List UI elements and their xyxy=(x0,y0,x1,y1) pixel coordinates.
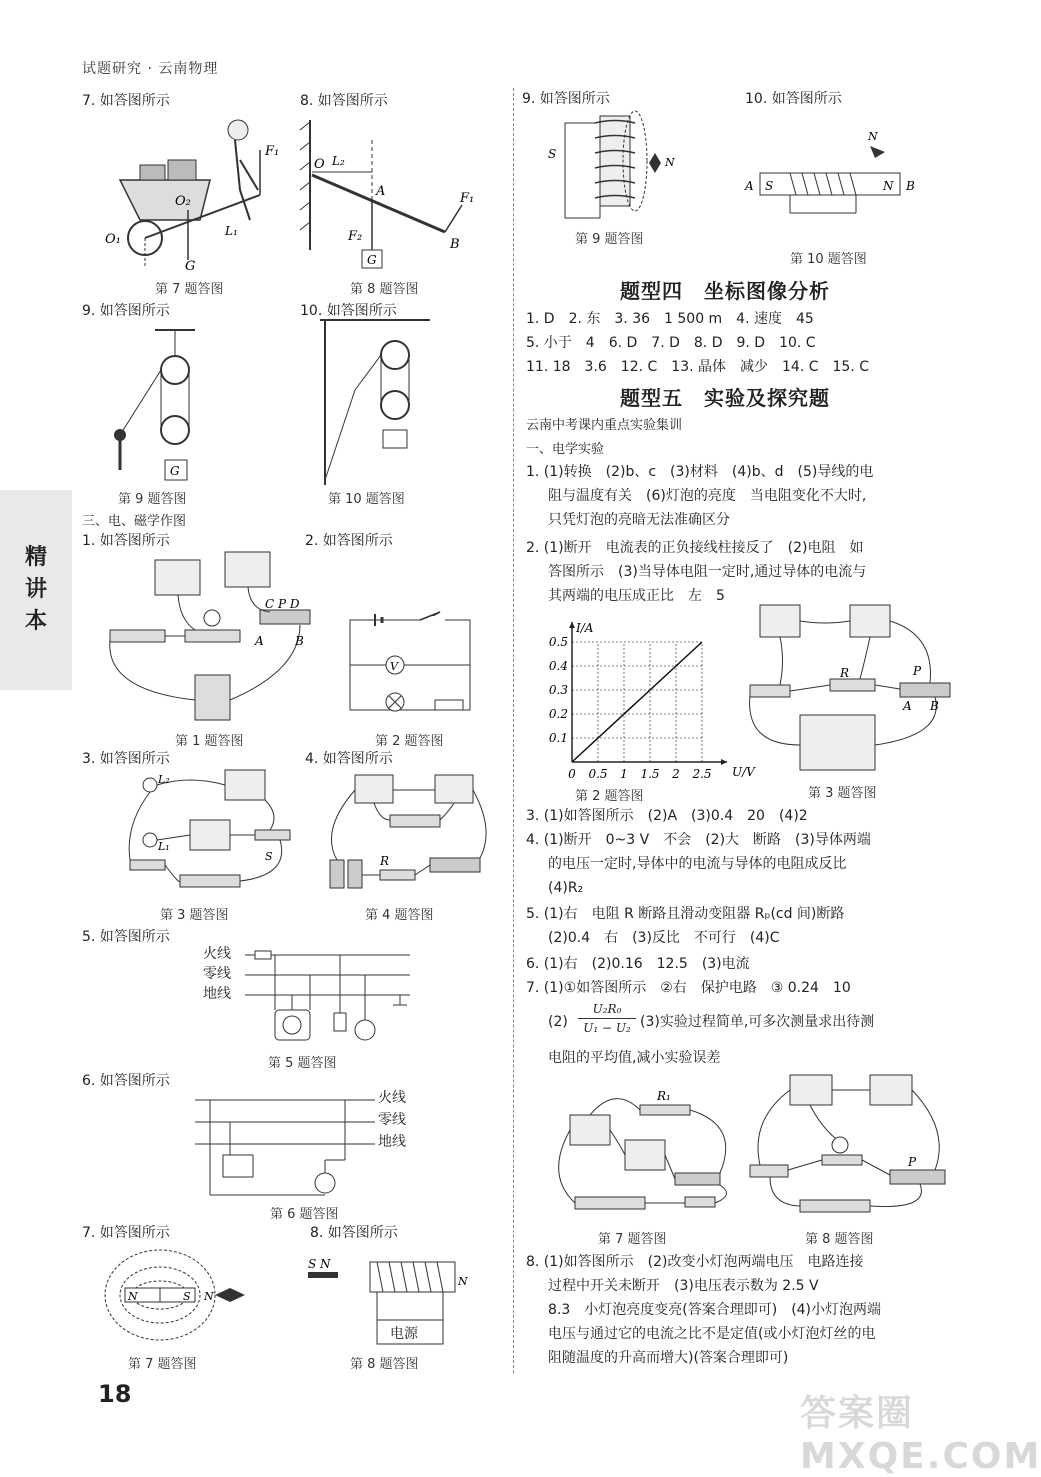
x-tick-label: 0.5 xyxy=(588,767,608,781)
answer-q8-line2: 过程中开关未断开 (3)电压表示数为 2.5 V xyxy=(548,1278,819,1294)
svg-text:A: A xyxy=(745,179,754,193)
svg-text:N: N xyxy=(204,1290,214,1303)
item-label: 5. 如答图所示 xyxy=(82,929,170,945)
figure-caption: 第 7 题答图 xyxy=(598,1232,667,1247)
svg-text:N: N xyxy=(458,1275,468,1288)
power-source-label: 电源 xyxy=(390,1326,418,1342)
wheelbarrow-figure xyxy=(100,110,290,274)
item-label: 2. 如答图所示 xyxy=(305,533,393,549)
section-title-type4: 题型四 坐标图像分析 xyxy=(620,279,830,303)
svg-text:A: A xyxy=(903,699,912,713)
x-tick-label: 1.5 xyxy=(640,767,660,781)
answer-q4-line3: (4)R₂ xyxy=(548,880,584,896)
svg-text:R: R xyxy=(380,854,390,868)
svg-text:C P D: C P D xyxy=(265,597,300,611)
x-tick-label: 2.5 xyxy=(692,767,712,781)
circuit-figure-2 xyxy=(340,610,480,720)
answer-q8-line4: 电压与通过它的电流之比不是定值(或小灯泡灯丝的电 xyxy=(548,1326,876,1342)
figure-caption: 第 10 题答图 xyxy=(790,252,867,267)
svg-text:L₂: L₂ xyxy=(158,773,170,786)
answer-q1-line2: 阻与温度有关 (6)灯泡的亮度 当电阻变化不大时, xyxy=(548,488,867,504)
item-label: 9. 如答图所示 xyxy=(82,303,170,319)
answer-q7-formula-prefix: (2) xyxy=(548,1014,568,1030)
figure-caption: 第 2 题答图 xyxy=(375,734,444,749)
svg-text:G: G xyxy=(170,464,180,478)
wire-label-live: 火线 xyxy=(378,1090,406,1106)
figure-caption: 第 8 题答图 xyxy=(350,282,419,297)
svg-text:O₁: O₁ xyxy=(105,232,121,247)
y-tick-label: 0.1 xyxy=(548,731,568,745)
figure-caption: 第 3 题答图 xyxy=(808,786,877,801)
answer-q4-line2: 的电压一定时,导体中的电流与导体的电阻成反比 xyxy=(548,856,847,872)
circuit-figure-1 xyxy=(100,550,320,725)
item-label: 3. 如答图所示 xyxy=(82,751,170,767)
figure-caption: 第 3 题答图 xyxy=(160,908,229,923)
answer-q4-line1: 4. (1)断开 0~3 V 不会 (2)大 断路 (3)导体两端 xyxy=(526,832,871,848)
answer-line: 11. 18 3.6 12. C 13. 晶体 减少 14. C 15. C xyxy=(526,359,869,375)
pulley-figure-9 xyxy=(105,330,215,485)
answer-q7-formula xyxy=(578,1000,636,1037)
svg-text:B: B xyxy=(906,179,915,193)
circuit-figure-4 xyxy=(320,770,500,900)
answer-q7-line2: (3)实验过程简单,可多次测量求出待测 xyxy=(640,1014,875,1030)
y-tick-label: 0.5 xyxy=(548,635,568,649)
answer-q7-line3: 电阻的平均值,减小实验误差 xyxy=(548,1050,721,1066)
figure-caption: 第 6 题答图 xyxy=(270,1207,339,1222)
lever-figure xyxy=(300,120,480,270)
svg-text:F₁: F₁ xyxy=(460,191,475,206)
svg-text:N: N xyxy=(665,156,675,169)
item-label: 1. 如答图所示 xyxy=(82,533,170,549)
svg-text:L₁: L₁ xyxy=(225,224,238,238)
svg-text:F₁: F₁ xyxy=(265,144,280,159)
svg-text:O: O xyxy=(314,157,325,172)
answer-q1-line1: 1. (1)转换 (2)b、c (3)材料 (4)b、d (5)导线的电 xyxy=(526,464,874,480)
circuit-figure-r7 xyxy=(545,1085,740,1225)
answer-q1-line3: 只凭灯泡的亮暗无法准确区分 xyxy=(548,512,730,528)
solenoid-figure-9 xyxy=(540,108,690,223)
circuit-figure-r3 xyxy=(745,605,955,780)
figure-caption: 第 8 题答图 xyxy=(350,1357,419,1372)
svg-text:G: G xyxy=(185,259,196,274)
svg-text:N: N xyxy=(868,130,878,143)
figure-caption: 第 1 题答图 xyxy=(175,734,244,749)
x-axis-arrow xyxy=(721,759,727,765)
formula-numerator: U₂R₀ xyxy=(578,1000,636,1019)
x-tick-label: 0 xyxy=(568,767,576,781)
running-header: 试题研究 · 云南物理 xyxy=(82,61,219,77)
figure-caption: 第 4 题答图 xyxy=(365,908,434,923)
svg-text:S: S xyxy=(183,1290,191,1303)
x-tick-label: 2 xyxy=(672,767,680,781)
y-tick-label: 0.4 xyxy=(548,659,568,673)
iu-line-chart xyxy=(540,612,755,782)
svg-text:B: B xyxy=(450,237,460,252)
answer-q5-line1: 5. (1)右 电阻 R 断路且滑动变阻器 Rₚ(cd 间)断路 xyxy=(526,906,845,922)
answer-q2-line2: 答图所示 (3)当导体电阻一定时,通过导体的电流与 xyxy=(548,564,867,580)
item-label: 8. 如答图所示 xyxy=(310,1225,398,1241)
figure-caption: 第 7 题答图 xyxy=(155,282,224,297)
household-circuit-6 xyxy=(195,1095,375,1200)
side-tab xyxy=(0,490,72,690)
page-number: 18 xyxy=(98,1380,132,1408)
figure-caption: 第 9 题答图 xyxy=(575,232,644,247)
figure-caption: 第 5 题答图 xyxy=(268,1056,337,1071)
item-label: 10. 如答图所示 xyxy=(300,303,397,319)
side-tab-char: 讲 xyxy=(24,577,47,602)
svg-text:S N: S N xyxy=(308,1257,331,1271)
wire-label-neutral: 零线 xyxy=(378,1112,406,1128)
item-label: 6. 如答图所示 xyxy=(82,1073,170,1089)
answer-q8-line3: 8.3 小灯泡亮度变亮(答案合理即可) (4)小灯泡两端 xyxy=(548,1302,882,1318)
answer-q2-line1: 2. (1)断开 电流表的正负接线柱接反了 (2)电阻 如 xyxy=(526,540,864,556)
answer-q5-line2: (2)0.4 右 (3)反比 不可行 (4)C xyxy=(548,930,780,946)
svg-text:A: A xyxy=(376,184,386,199)
figure-caption: 第 9 题答图 xyxy=(118,492,187,507)
section-title-type5: 题型五 实验及探究题 xyxy=(620,386,830,410)
figure-caption: 第 10 题答图 xyxy=(328,492,405,507)
svg-text:V: V xyxy=(390,660,398,673)
answer-q6: 6. (1)右 (2)0.16 12.5 (3)电流 xyxy=(526,956,750,972)
household-circuit-5 xyxy=(245,945,415,1045)
wire-label-neutral: 零线 xyxy=(203,966,231,982)
svg-text:F₂: F₂ xyxy=(348,229,363,244)
subsection-title: 一、电学实验 xyxy=(526,442,605,457)
column-divider xyxy=(513,88,514,1373)
answer-q8-line5: 阻随温度的升高而增大)(答案合理即可) xyxy=(548,1350,789,1366)
svg-text:A: A xyxy=(255,634,264,648)
answer-q2-line3: 其两端的电压成正比 左 5 xyxy=(548,588,725,604)
svg-text:N: N xyxy=(128,1290,138,1303)
series-line xyxy=(572,642,702,762)
item-label: 7. 如答图所示 xyxy=(82,1225,170,1241)
x-tick-label: 1 xyxy=(620,767,628,781)
wire-label-ground: 地线 xyxy=(378,1134,406,1150)
y-axis-arrow xyxy=(569,622,575,628)
solenoid-figure-10 xyxy=(740,128,920,223)
side-tab-char: 精 xyxy=(24,545,47,570)
wire-label-ground: 地线 xyxy=(203,986,231,1002)
figure-caption: 第 2 题答图 xyxy=(575,789,644,804)
svg-text:B: B xyxy=(295,634,304,648)
watermark: 答案圈 MXQE.COM xyxy=(800,1393,1041,1477)
y-axis-label: I/A xyxy=(576,621,594,635)
svg-text:R: R xyxy=(840,666,850,680)
answer-q3: 3. (1)如答图所示 (2)A (3)0.4 20 (4)2 xyxy=(526,808,808,824)
svg-text:G: G xyxy=(367,253,377,267)
svg-text:S: S xyxy=(548,147,557,161)
item-label: 9. 如答图所示 xyxy=(522,91,610,107)
svg-text:L₁: L₁ xyxy=(158,840,170,853)
svg-text:P: P xyxy=(913,664,922,678)
svg-text:O₂: O₂ xyxy=(175,194,191,209)
wire-label-live: 火线 xyxy=(203,946,231,962)
pulley-figure-10 xyxy=(320,320,430,485)
item-label: 10. 如答图所示 xyxy=(745,91,842,107)
circuit-figure-r8 xyxy=(740,1070,955,1225)
answer-q7-line1: 7. (1)①如答图所示 ②右 保护电路 ③ 0.24 10 xyxy=(526,980,851,996)
svg-text:S: S xyxy=(765,179,774,193)
figure-caption: 第 7 题答图 xyxy=(128,1357,197,1372)
svg-text:P: P xyxy=(908,1155,917,1169)
y-tick-label: 0.3 xyxy=(548,683,568,697)
svg-text:L₂: L₂ xyxy=(332,154,345,168)
y-tick-label: 0.2 xyxy=(548,707,568,721)
svg-text:S: S xyxy=(265,850,273,863)
section-title: 三、电、磁学作图 xyxy=(82,514,187,529)
item-label: 7. 如答图所示 xyxy=(82,93,170,109)
svg-text:N: N xyxy=(883,179,894,193)
svg-text:R₁: R₁ xyxy=(657,1089,671,1103)
svg-text:B: B xyxy=(930,699,939,713)
x-axis-label: U/V xyxy=(732,765,755,779)
answer-line: 1. D 2. 东 3. 36 1 500 m 4. 速度 45 xyxy=(526,311,814,327)
formula-denominator: U₁ − U₂ xyxy=(583,1021,631,1035)
circuit-figure-3 xyxy=(120,765,300,895)
subsection-title: 云南中考课内重点实验集训 xyxy=(526,418,683,433)
figure-caption: 第 8 题答图 xyxy=(805,1232,874,1247)
answer-q8-line1: 8. (1)如答图所示 (2)改变小灯泡两端电压 电路连接 xyxy=(526,1254,864,1270)
answer-line: 5. 小于 4 6. D 7. D 8. D 9. D 10. C xyxy=(526,335,816,351)
item-label: 8. 如答图所示 xyxy=(300,93,388,109)
bar-magnet-field-figure xyxy=(100,1240,250,1350)
side-tab-char: 本 xyxy=(24,609,47,634)
item-label: 4. 如答图所示 xyxy=(305,751,393,767)
